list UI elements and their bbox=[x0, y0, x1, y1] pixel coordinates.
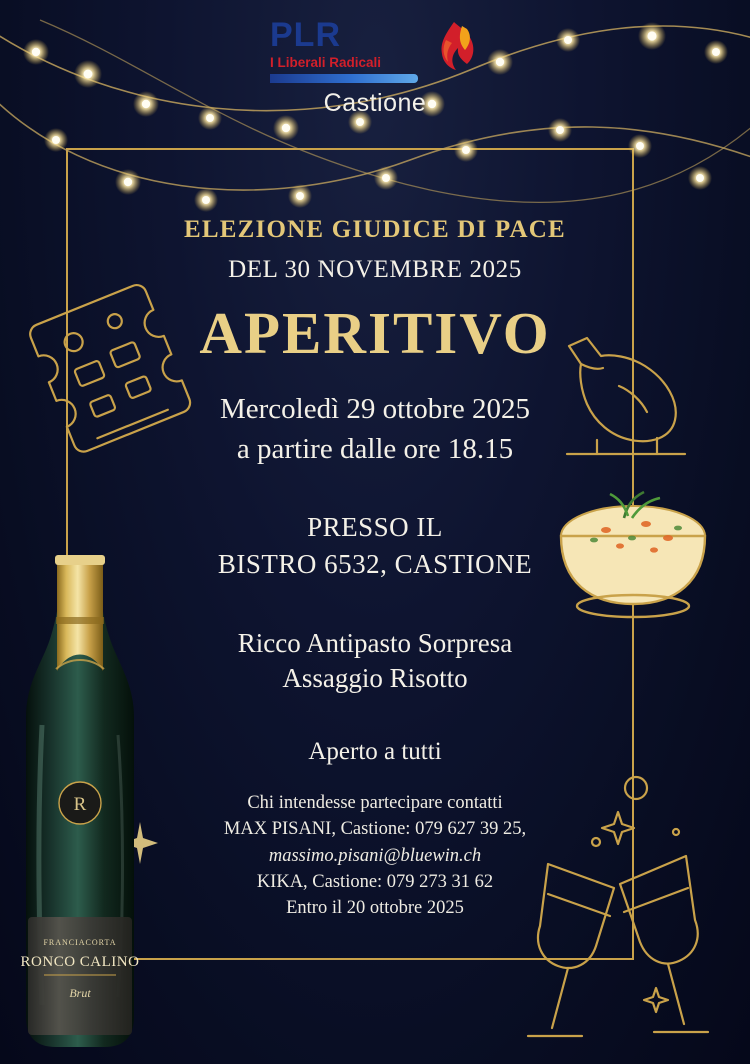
contact-line-4: KIKA, Castione: 079 273 31 62 bbox=[256, 871, 494, 892]
open-to-all-note: Aperto a tutti bbox=[308, 738, 442, 765]
election-date: DEL 30 NOVEMBRE 2025 bbox=[228, 256, 522, 283]
contact-deadline: Entro il 20 ottobre 2025 bbox=[286, 898, 464, 919]
flame-icon bbox=[424, 20, 480, 82]
poster-text-block bbox=[0, 216, 750, 921]
logo-blue-bar bbox=[270, 74, 418, 83]
svg-text:FRANCIACORTA: FRANCIACORTA bbox=[43, 938, 117, 947]
menu-item-1: Ricco Antipasto Sorpresa bbox=[237, 628, 513, 658]
contact-line-2: MAX PISANI, Castione: 079 627 39 25, bbox=[223, 819, 527, 840]
menu-item-2: Assaggio Risotto bbox=[282, 663, 468, 693]
event-date: Mercoledì 29 ottobre 2025 bbox=[219, 393, 531, 425]
svg-text:R: R bbox=[73, 794, 87, 815]
election-title: ELEZIONE GIUDICE DI PACE bbox=[184, 216, 566, 243]
svg-text:Brut: Brut bbox=[69, 986, 91, 1000]
contact-line-1: Chi intendesse partecipare contatti bbox=[247, 793, 503, 813]
plr-logo bbox=[0, 18, 750, 118]
svg-text:RONCO CALINO: RONCO CALINO bbox=[20, 954, 140, 970]
contact-email: massimo.pisani@bluewin.ch bbox=[268, 845, 482, 866]
logo-tagline-text: I Liberali Radicali bbox=[270, 55, 382, 70]
venue-prefix: PRESSO IL bbox=[307, 512, 443, 542]
venue-name: BISTRO 6532, CASTIONE bbox=[217, 549, 533, 579]
contact-block bbox=[0, 790, 750, 921]
event-title: APERITIVO bbox=[199, 300, 551, 366]
logo-brand-text: PLR bbox=[270, 16, 341, 54]
event-time: a partire dalle ore 18.15 bbox=[236, 433, 514, 465]
logo-section-label: Castione bbox=[323, 89, 427, 118]
